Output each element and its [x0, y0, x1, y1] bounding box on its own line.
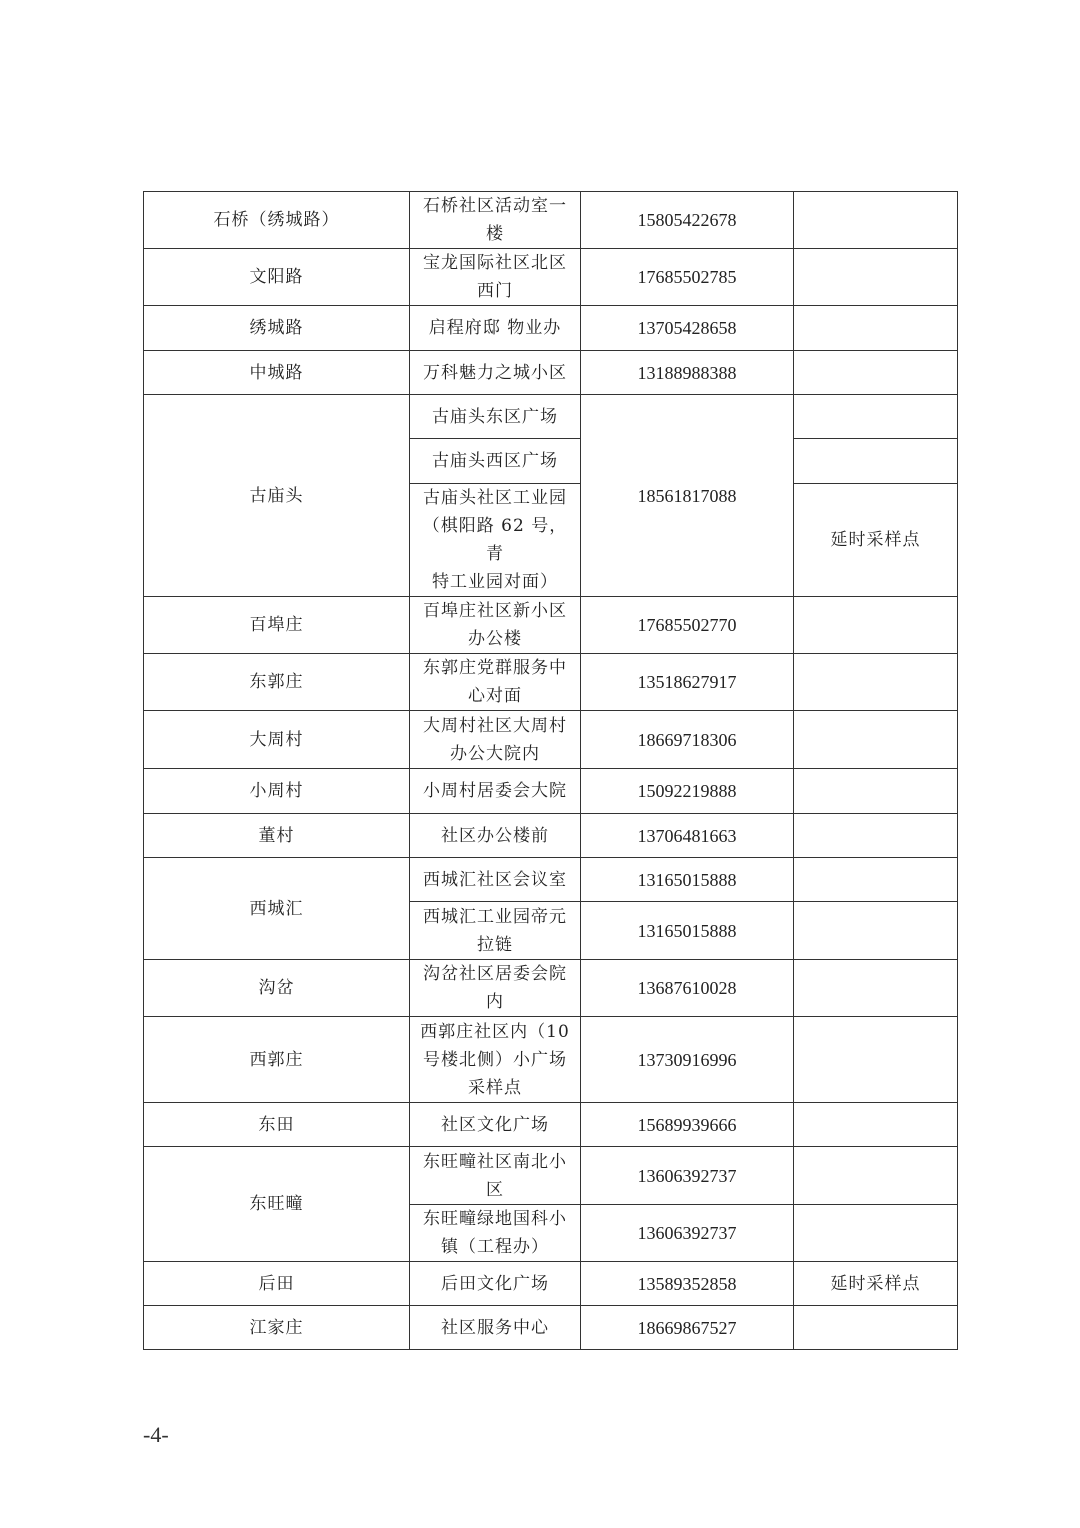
- sampling-location: 启程府邸 物业办: [410, 306, 581, 351]
- table-row: [144, 1262, 958, 1306]
- contact-phone: 17685502770: [581, 597, 794, 654]
- contact-phone: 15689939666: [581, 1103, 794, 1147]
- community-name: 沟岔: [144, 960, 410, 1017]
- contact-phone: 13730916996: [581, 1017, 794, 1103]
- community-name: 后田: [144, 1262, 410, 1306]
- table-row: [144, 1306, 958, 1350]
- remark: [794, 711, 958, 769]
- community-name: 西城汇: [144, 858, 410, 960]
- community-name: 绣城路: [144, 306, 410, 351]
- sampling-location: 东旺疃绿地国科小 镇（工程办）: [410, 1205, 581, 1262]
- community-name: 小周村: [144, 769, 410, 814]
- sampling-location: 社区文化广场: [410, 1103, 581, 1147]
- sampling-location: 东郭庄党群服务中 心对面: [410, 654, 581, 711]
- contact-phone: 13706481663: [581, 814, 794, 858]
- table-row: [144, 306, 958, 351]
- sampling-location: 沟岔社区居委会院 内: [410, 960, 581, 1017]
- sampling-location: 西城汇工业园帝元 拉链: [410, 902, 581, 960]
- remark: [794, 1017, 958, 1103]
- community-name: 文阳路: [144, 249, 410, 306]
- sampling-location: 西郭庄社区内（10 号楼北侧）小广场 采样点: [410, 1017, 581, 1103]
- sampling-location: 西城汇社区会议室: [410, 858, 581, 902]
- contact-phone: 13606392737: [581, 1147, 794, 1205]
- sampling-location: 古庙头东区广场: [410, 395, 581, 439]
- remark: [794, 858, 958, 902]
- remark: [794, 1306, 958, 1350]
- sampling-location: 东旺疃社区南北小 区: [410, 1147, 581, 1205]
- contact-phone: 13705428658: [581, 306, 794, 351]
- table-row: [144, 395, 958, 439]
- contact-phone: 13589352858: [581, 1262, 794, 1306]
- remark: [794, 306, 958, 351]
- community-name: 百埠庄: [144, 597, 410, 654]
- contact-phone: 18561817088: [581, 395, 794, 597]
- table-row: [144, 769, 958, 814]
- table-row: [144, 1147, 958, 1205]
- community-name: 西郭庄: [144, 1017, 410, 1103]
- contact-phone: 13165015888: [581, 902, 794, 960]
- table-row: [144, 814, 958, 858]
- sampling-location: 社区服务中心: [410, 1306, 581, 1350]
- remark: [794, 1147, 958, 1205]
- contact-phone: 18669867527: [581, 1306, 794, 1350]
- remark: [794, 1103, 958, 1147]
- remark: 延时采样点: [794, 484, 958, 597]
- contact-phone: 13188988388: [581, 351, 794, 395]
- remark: [794, 395, 958, 439]
- community-name: 石桥（绣城路）: [144, 192, 410, 249]
- contact-phone: 13518627917: [581, 654, 794, 711]
- table-row: [144, 711, 958, 769]
- contact-phone: 15805422678: [581, 192, 794, 249]
- remark: [794, 654, 958, 711]
- contact-phone: 13606392737: [581, 1205, 794, 1262]
- community-name: 中城路: [144, 351, 410, 395]
- table-row: [144, 1103, 958, 1147]
- community-name: 江家庄: [144, 1306, 410, 1350]
- sampling-location: 后田文化广场: [410, 1262, 581, 1306]
- table-row: [144, 858, 958, 902]
- sampling-location: 小周村居委会大院: [410, 769, 581, 814]
- remark: [794, 351, 958, 395]
- remark: [794, 249, 958, 306]
- sampling-location: 宝龙国际社区北区 西门: [410, 249, 581, 306]
- remark: [794, 960, 958, 1017]
- table-row: [144, 351, 958, 395]
- sampling-location: 百埠庄社区新小区 办公楼: [410, 597, 581, 654]
- sampling-location: 古庙头社区工业园 （棋阳路 62 号，青 特工业园对面）: [410, 484, 581, 597]
- remark: [794, 439, 958, 484]
- page-number: -4-: [143, 1422, 169, 1447]
- table-row: [144, 654, 958, 711]
- table-row: [144, 1017, 958, 1103]
- community-name: 东旺疃: [144, 1147, 410, 1262]
- remark: [794, 814, 958, 858]
- remark: [794, 1205, 958, 1262]
- remark: [794, 192, 958, 249]
- community-name: 大周村: [144, 711, 410, 769]
- contact-phone: 17685502785: [581, 249, 794, 306]
- contact-phone: 18669718306: [581, 711, 794, 769]
- contact-phone: 13687610028: [581, 960, 794, 1017]
- community-name: 东郭庄: [144, 654, 410, 711]
- remark: [794, 902, 958, 960]
- sampling-location: 大周村社区大周村 办公大院内: [410, 711, 581, 769]
- community-name: 古庙头: [144, 395, 410, 597]
- remark: [794, 597, 958, 654]
- table-row: [144, 249, 958, 306]
- contact-phone: 15092219888: [581, 769, 794, 814]
- table-row: [144, 192, 958, 249]
- community-name: 董村: [144, 814, 410, 858]
- remark: [794, 769, 958, 814]
- sampling-location: 石桥社区活动室一 楼: [410, 192, 581, 249]
- community-name: 东田: [144, 1103, 410, 1147]
- table-row: [144, 597, 958, 654]
- remark: 延时采样点: [794, 1262, 958, 1306]
- table-row: [144, 960, 958, 1017]
- contact-phone: 13165015888: [581, 858, 794, 902]
- sampling-location: 万科魅力之城小区: [410, 351, 581, 395]
- sampling-location: 社区办公楼前: [410, 814, 581, 858]
- sampling-sites-table: [143, 191, 958, 1350]
- sampling-location: 古庙头西区广场: [410, 439, 581, 484]
